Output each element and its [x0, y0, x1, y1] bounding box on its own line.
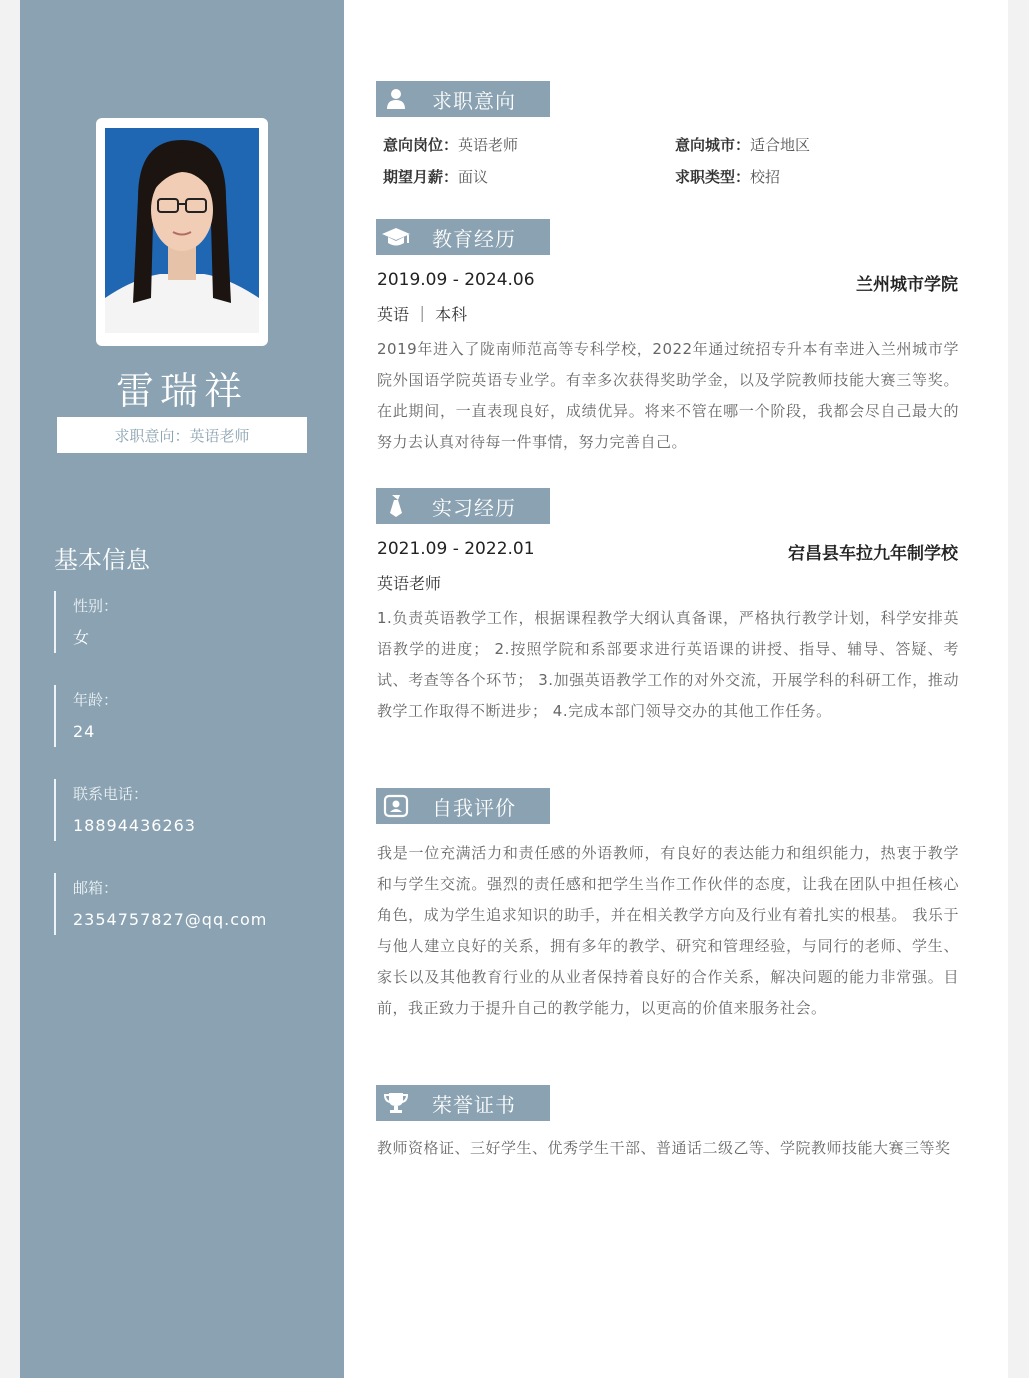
sidebar [20, 0, 344, 1378]
education-major: 英语 ｜ 本科 [377, 305, 468, 324]
education-school: 兰州城市学院 [856, 275, 958, 295]
resume-page [20, 0, 1008, 1378]
field-label: 期望月薪： [383, 168, 459, 186]
field-value: 英语老师 [458, 136, 519, 154]
id-card-icon [376, 788, 416, 824]
info-label: 邮箱： [73, 879, 119, 897]
basic-info-title: 基本信息 [54, 546, 150, 574]
info-value: 女 [73, 628, 91, 647]
education-description: 2019年进入了陇南师范高等专科学校，2022年通过统招专升本有幸进入兰州城市学院外国语学院英语专业学。有幸多次获得奖助学金，以及学院教师技能大赛三等奖。在此期间，一直表现良好，成绩优异。将来不管在哪一个阶段，我都会尽自己最大的努力去认真对待每一件事情，努力完善自己。 [377, 340, 959, 451]
info-value: 18894436263 [73, 816, 196, 835]
intent-position [383, 134, 518, 155]
section-self-header [376, 788, 550, 824]
candidate-name: 雷瑞祥 [115, 369, 248, 413]
section-title: 荣誉证书 [432, 1092, 516, 1117]
intent-type [675, 166, 780, 187]
intent-salary [383, 166, 488, 187]
section-title: 自我评价 [432, 795, 516, 820]
section-honors-header [376, 1085, 550, 1121]
info-label: 性别： [73, 597, 119, 615]
portrait-illustration [105, 128, 259, 333]
info-label: 联系电话： [73, 785, 149, 803]
section-internship-header [376, 488, 550, 524]
tie-icon [376, 488, 416, 524]
section-title: 教育经历 [432, 226, 516, 251]
trophy-icon [376, 1085, 416, 1121]
section-title: 实习经历 [432, 495, 516, 520]
self-description: 我是一位充满活力和责任感的外语教师，有良好的表达能力和组织能力，热衷于教学和与学生交流。强烈的责任感和把学生当作工作伙伴的态度，让我在团队中担任核心角色，成为学生追求知识的助手，并在相关教学方向及行业有着扎实的根基。 我乐于与他人建立良好的关系，拥有多年的教学、研究和管理经验，与同行的老师、学生、家长以及其他教育行业的从业者保持着良好的合作关系，解决问题的能力非常强。目前，我正致力于提升自己的教学能力，以更高的价值来服务社会。 [377, 844, 959, 1017]
field-value: 校招 [750, 168, 781, 186]
info-phone [54, 779, 353, 841]
info-email [54, 873, 353, 935]
graduation-cap-icon [376, 219, 416, 255]
user-icon [376, 81, 416, 117]
internship-org: 宕昌县车拉九年制学校 [788, 544, 958, 564]
intent-city [675, 134, 810, 155]
field-label: 求职类型： [675, 168, 751, 186]
education-period: 2019.09 - 2024.06 [377, 270, 535, 290]
intent-banner: 求职意向：英语老师 [57, 417, 307, 453]
info-age [54, 685, 353, 747]
section-intent-header [376, 81, 550, 117]
section-title: 求职意向 [432, 88, 516, 113]
honors-description: 教师资格证、三好学生、优秀学生干部、普通话二级乙等、学院教师技能大赛三等奖 [377, 1139, 951, 1157]
field-label: 意向城市： [675, 136, 751, 154]
field-label: 意向岗位： [383, 136, 459, 154]
info-value: 2354757827@qq.com [73, 910, 268, 929]
field-value: 适合地区 [750, 136, 811, 154]
field-value: 面议 [458, 168, 489, 186]
info-value: 24 [73, 722, 96, 741]
internship-period: 2021.09 - 2022.01 [377, 539, 535, 559]
section-education-header [376, 219, 550, 255]
photo-frame [96, 118, 268, 346]
info-gender [54, 591, 353, 653]
info-label: 年龄： [73, 691, 119, 709]
internship-role: 英语老师 [377, 574, 442, 593]
profile-photo [105, 128, 259, 333]
internship-description: 1.负责英语教学工作，根据课程教学大纲认真备课，严格执行教学计划，科学安排英语教学的进度； 2.按照学院和系部要求进行英语课的讲授、指导、辅导、答疑、考试、考查等各个环节； 3.加强英语教学工作的对外交流，开展学科的科研工作，推动教学工作取得不断进步； 4.完成本部门领导交办的其他工作任务。 [377, 609, 959, 720]
